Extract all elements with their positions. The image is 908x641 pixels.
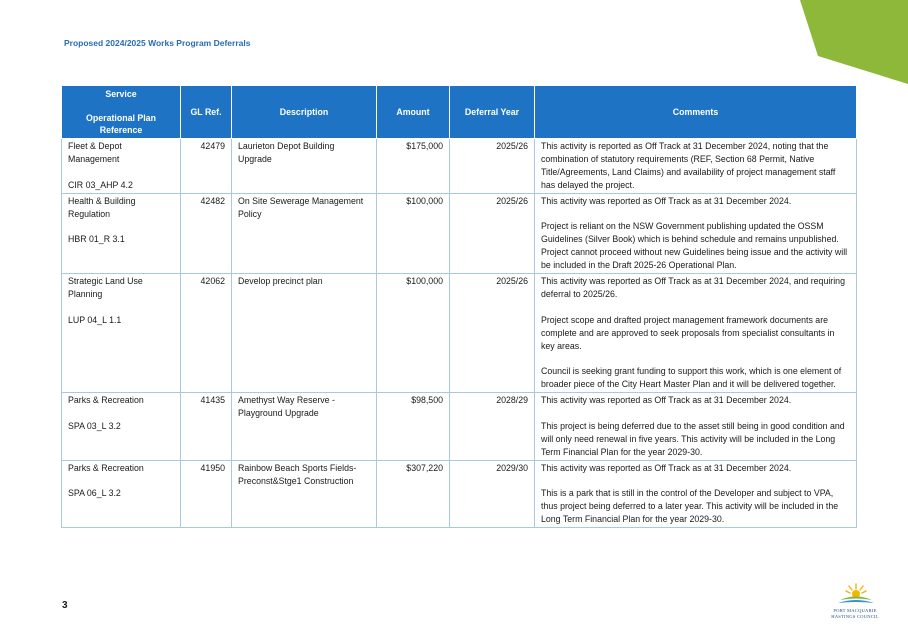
amount-cell: $307,220 bbox=[377, 460, 450, 528]
table-row bbox=[62, 393, 857, 461]
service-cell: Health & Building Regulation HBR 01_R 3.1 bbox=[62, 193, 181, 273]
header-comments: Comments bbox=[535, 86, 857, 139]
amount-cell: $175,000 bbox=[377, 139, 450, 194]
service-cell: Parks & Recreation SPA 06_L 3.2 bbox=[62, 460, 181, 528]
comments-cell: This activity was reported as Off Track as at 31 December 2024. Project is reliant on the NSW Government publishing updated the OSSM Guidelines (Silver Book) which is behind schedule and remains unpublished. Project cannot proceed without new Guidelines being issue and the activity will be included in the Draft 2025-26 Operational Plan. bbox=[535, 193, 857, 273]
deferrals-table bbox=[61, 85, 857, 528]
gl-ref-cell: 41435 bbox=[181, 393, 232, 461]
header-gl-ref: GL Ref. bbox=[181, 86, 232, 139]
table-row bbox=[62, 139, 857, 194]
deferral-year-cell: 2028/29 bbox=[450, 393, 535, 461]
amount-cell: $100,000 bbox=[377, 274, 450, 393]
comments-cell: This activity was reported as Off Track as at 31 December 2024. This project is being deferred due to the asset still being in good condition and will only need renewal in five years. This activity will be included in the Long Term Financial Plan for the year 2029-30. bbox=[535, 393, 857, 461]
table-row bbox=[62, 460, 857, 528]
gl-ref-cell: 42479 bbox=[181, 139, 232, 194]
description-cell: Develop precinct plan bbox=[232, 274, 377, 393]
amount-cell: $98,500 bbox=[377, 393, 450, 461]
header-description: Description bbox=[232, 86, 377, 139]
description-cell: Laurieton Depot Building Upgrade bbox=[232, 139, 377, 194]
deferral-year-cell: 2029/30 bbox=[450, 460, 535, 528]
page-number: 3 bbox=[62, 600, 68, 611]
green-corner-decoration bbox=[800, 0, 908, 84]
gl-ref-cell: 42482 bbox=[181, 193, 232, 273]
deferral-year-cell: 2025/26 bbox=[450, 139, 535, 194]
council-logo-text: PORT MACQUARIE HASTINGS COUNCIL bbox=[831, 608, 879, 619]
table-row bbox=[62, 274, 857, 393]
comments-cell: This activity is reported as Off Track at 31 December 2024, noting that the combination of statutory requirements (REF, Section 68 Permit, Native Title/Agreements, Land Claims) and availability of project management staff has delayed the project. bbox=[535, 139, 857, 194]
deferral-year-cell: 2025/26 bbox=[450, 274, 535, 393]
deferral-year-cell: 2025/26 bbox=[450, 193, 535, 273]
gl-ref-cell: 42062 bbox=[181, 274, 232, 393]
table-header-row bbox=[62, 86, 857, 139]
document-title: Proposed 2024/2025 Works Program Deferrals bbox=[64, 38, 251, 48]
service-cell: Fleet & Depot Management CIR 03_AHP 4.2 bbox=[62, 139, 181, 194]
header-service: Service Operational Plan Reference bbox=[62, 86, 181, 139]
description-cell: Rainbow Beach Sports Fields- Preconst&Stge1 Construction bbox=[232, 460, 377, 528]
service-cell: Strategic Land Use Planning LUP 04_L 1.1 bbox=[62, 274, 181, 393]
header-deferral-year: Deferral Year bbox=[450, 86, 535, 139]
comments-cell: This activity was reported as Off Track as at 31 December 2024, and requiring deferral to 2025/26. Project scope and drafted project management framework documents are complete and are approved to seek proposals from specialist consultants in key areas. Council is seeking grant funding to support this work, which is one element of broader piece of the City Heart Master Plan and it will be delivered together. bbox=[535, 274, 857, 393]
description-cell: On Site Sewerage Management Policy bbox=[232, 193, 377, 273]
header-amount: Amount bbox=[377, 86, 450, 139]
comments-cell: This activity was reported as Off Track as at 31 December 2024. This is a park that is still in the control of the Developer and subject to VPA, thus project being deferred to a later year. This activity will be included in the Long Term Financial Plan for the year 2029-30. bbox=[535, 460, 857, 528]
amount-cell: $100,000 bbox=[377, 193, 450, 273]
gl-ref-cell: 41950 bbox=[181, 460, 232, 528]
service-cell: Parks & Recreation SPA 03_L 3.2 bbox=[62, 393, 181, 461]
table-row bbox=[62, 193, 857, 273]
description-cell: Amethyst Way Reserve - Playground Upgrade bbox=[232, 393, 377, 461]
